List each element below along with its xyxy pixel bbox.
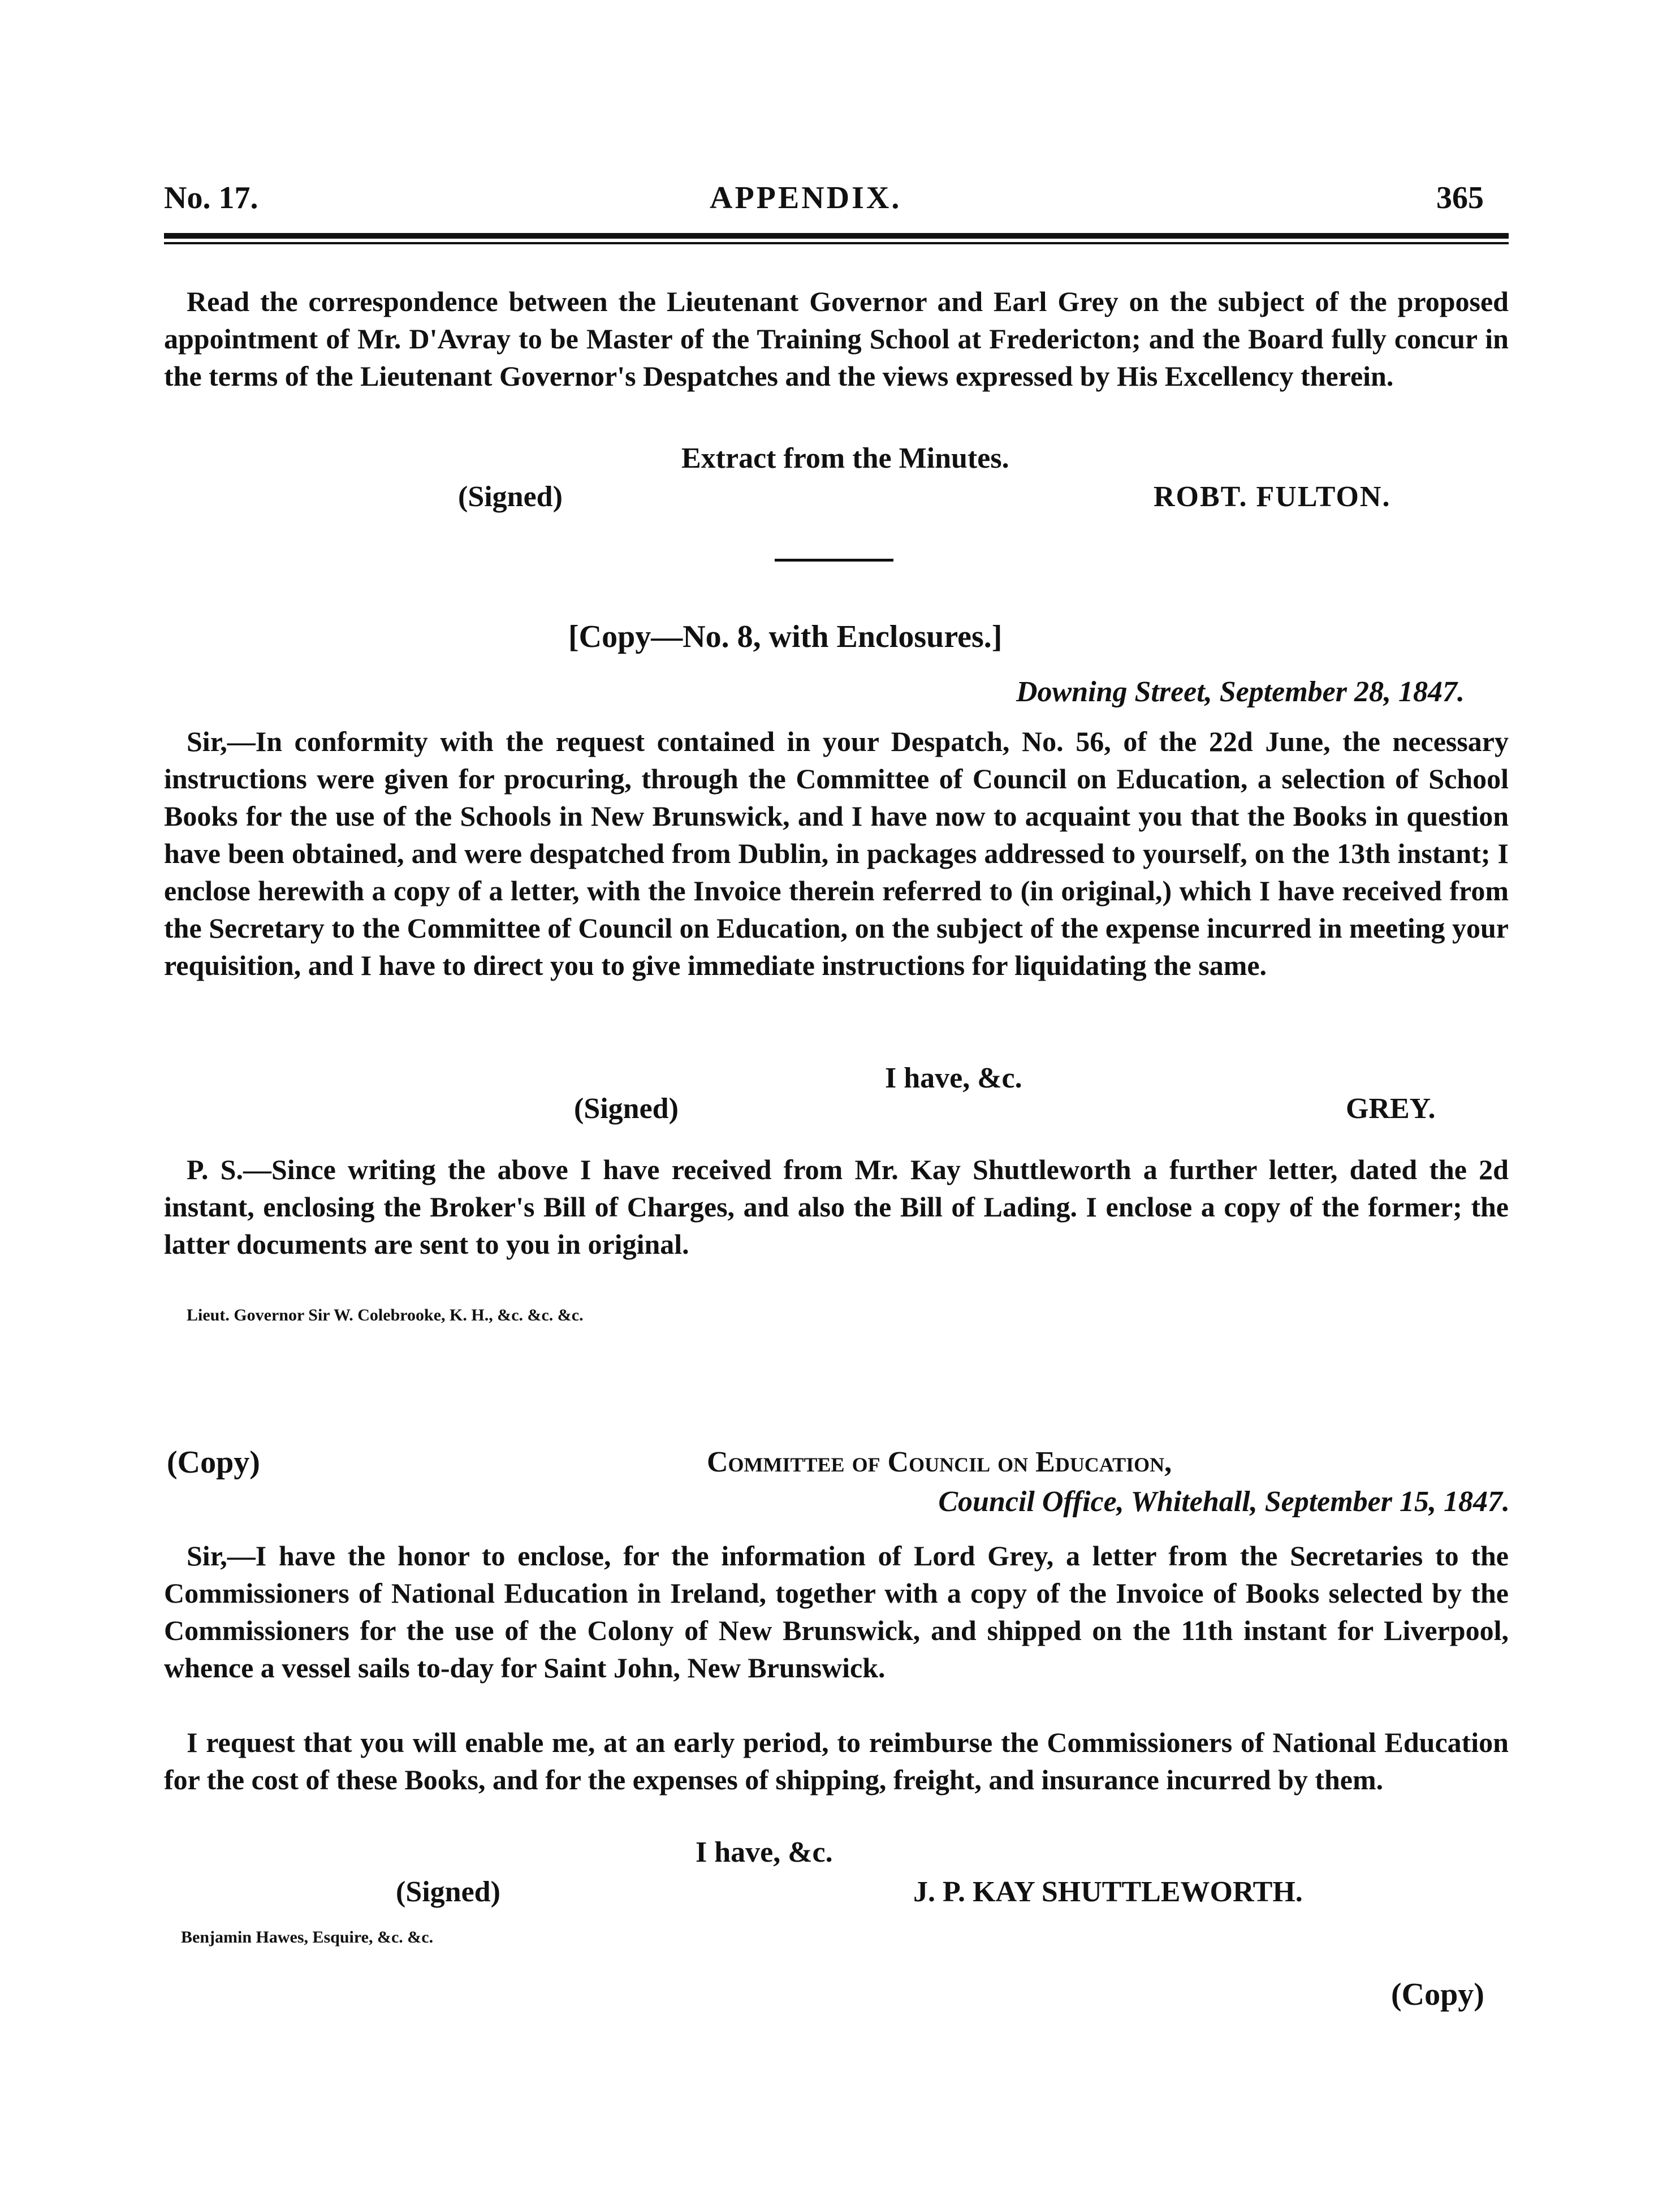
section-divider <box>775 559 893 562</box>
header-title: APPENDIX. <box>710 180 902 215</box>
signed-label-grey: (Signed) <box>574 1093 679 1125</box>
closing-grey: I have, &c. <box>885 1062 1022 1094</box>
extract-line: Extract from the Minutes. <box>681 442 1009 474</box>
signatory-grey: GREY. <box>1346 1093 1436 1125</box>
closing-shuttleworth: I have, &c. <box>696 1836 833 1868</box>
copy-label: (Copy) <box>167 1445 260 1480</box>
signed-label: (Signed) <box>458 481 563 513</box>
catchword: (Copy) <box>1391 1977 1484 2012</box>
page-number: 365 <box>1436 180 1484 215</box>
letter-body-shuttleworth: Sir,—I have the honor to enclose, for the information of Lord Grey, a letter from the Secretaries to the Commissioners of National Education in Ireland, together with a copy of the Invoice of Books selected by the Commissioners for the use of the Colony of New Brunswick, and shipped on the 11th instant for Liverpool, whence a vessel sails to-day for Saint John, New Brunswick. <box>164 1540 1509 1684</box>
committee-heading: Committee of Council on Education, <box>707 1446 1172 1478</box>
minute-paragraph: Read the correspondence between the Lieutenant Governor and Earl Grey on the subject of the proposed appointment of Mr. D'Avray to be Master of the Training School at Fredericton; and the Board fully concur in the terms of the Lieutenant Governor's Despatches and the views expressed by His Excellency therein. <box>164 286 1509 392</box>
dateline-council-office: Council Office, Whitehall, September 15, 1847. <box>938 1486 1510 1518</box>
letter-body-grey: Sir,—In conformity with the request contained in your Despatch, No. 56, of the 22d June, the necessary instructions were given for procuring, through the Committee of Council on Education, a selection of School Books for the use of the Schools in New Brunswick, and I have now to acquaint you that the Books in question have been obtained, and were despatched from Dublin, in packages addressed to yourself, on the 13th instant; I enclose herewith a copy of a letter, with the Invoice therein referred to (in original,) which I have received from the Secretary to the Committee of Council on Education, on the subject of the expense incurred in meeting your requisition, and I have to direct you to give immediate instructions for liquidating the same. <box>164 726 1509 981</box>
addressee-hawes: Benjamin Hawes, Esquire, &c. &c. <box>181 1928 434 1947</box>
signed-label-shuttleworth: (Signed) <box>396 1876 500 1908</box>
header-number: No. 17. <box>164 180 258 215</box>
signatory-fulton: ROBT. FULTON. <box>1154 481 1391 513</box>
copy-heading: [Copy—No. 8, with Enclosures.] <box>568 619 1003 654</box>
request-paragraph: I request that you will enable me, at an early period, to reimburse the Commissioners of National Education for the cost of these Books, and for the expenses of shipping, freight, and insurance incurred by them. <box>164 1727 1509 1796</box>
header-rule-thick <box>164 233 1509 239</box>
signatory-shuttleworth: J. P. KAY SHUTTLEWORTH. <box>913 1876 1303 1908</box>
addressee-colebrooke: Lieut. Governor Sir W. Colebrooke, K. H., &c. &c. &c. <box>187 1306 584 1324</box>
dateline-downing-street: Downing Street, September 28, 1847. <box>1016 676 1465 708</box>
postscript: P. S.—Since writing the above I have received from Mr. Kay Shuttleworth a further letter, dated the 2d instant, enclosing the Broker's Bill of Charges, and also the Bill of Lading. I enclose a copy of the former; the latter documents are sent to you in original. <box>164 1154 1509 1260</box>
header-rule-thin <box>164 242 1509 244</box>
